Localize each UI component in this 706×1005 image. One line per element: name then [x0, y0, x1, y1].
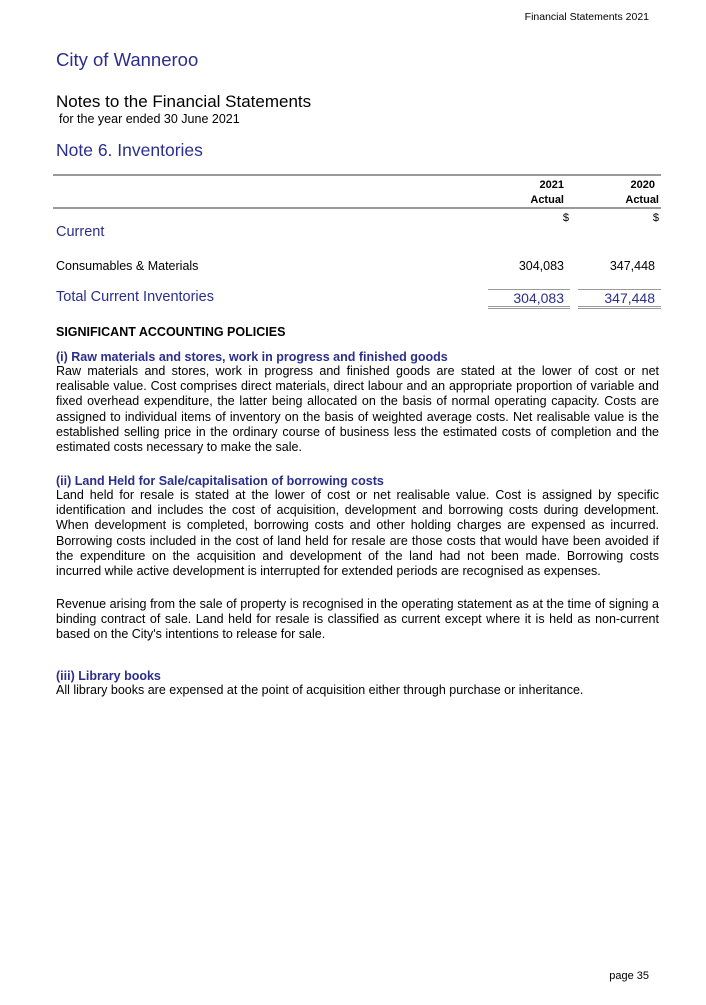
section-label-current: Current — [56, 224, 105, 240]
note-title: Note 6. Inventories — [56, 140, 203, 160]
organisation-name: City of Wanneroo — [56, 49, 199, 70]
paragraph-revenue-sale: Revenue arising from the sale of property is recognised in the operating statement as at the time of signing a binding contract of sale. Land held for resale is classified as current except where it is held as non-current based on the City's intentions to release for sale. — [56, 597, 659, 642]
column-year-2020: 2020 — [630, 179, 655, 191]
document-title: Financial Statements 2021 — [524, 11, 649, 23]
total-label: Total Current Inventories — [56, 289, 214, 305]
notes-title: Notes to the Financial Statements — [56, 92, 312, 111]
total-value-2021: 304,083 — [513, 290, 564, 306]
column-label-2020: Actual — [625, 194, 659, 206]
section-title-land-held: (ii) Land Held for Sale/capitalisation of borrowing costs — [56, 474, 384, 488]
total-value-2020: 347,448 — [604, 290, 655, 306]
column-unit-2021: $ — [562, 212, 569, 224]
column-label-2021: Actual — [530, 194, 564, 206]
total-double-rule-2021 — [488, 306, 570, 309]
policies-heading: SIGNIFICANT ACCOUNTING POLICIES — [56, 325, 286, 339]
table-top-rule — [53, 174, 661, 176]
row-value-2021: 304,083 — [518, 259, 564, 273]
paragraph-library-books: All library books are expensed at the point of acquisition either through purchase or inheritance. — [56, 683, 584, 697]
paragraph-land-held: Land held for resale is stated at the lower of cost or net realisable value. Cost is assigned by specific identification and includes the cost of acquisition, development and borrowing costs during development. When development is completed, borrowing costs and other holding charges are expensed as incurred. Borrowing costs included in the cost of land held for resale are those costs that would have been avoided if the expenditure on the acquisition and development of the land had not been made. Borrowing costs incurred while active development is interrupted for extended periods are recognised as expenses. — [56, 488, 659, 579]
row-label-consumables: Consumables & Materials — [56, 259, 199, 273]
page-number: page 35 — [609, 970, 649, 982]
table-header-rule — [53, 207, 661, 209]
paragraph-raw-materials: Raw materials and stores, work in progress and finished goods are stated at the lower of cost or net realisable value. Cost comprises direct materials, direct labour and an appropriate proportion of variable and fixed overhead expenditure, the latter being allocated on the basis of normal operating capacity. Costs are assigned to individual items of inventory on the basis of weighted average costs. Net realisable value is the established selling price in the ordinary course of business less the estimated costs of completion and the estimated costs necessary to make the sale. — [56, 364, 659, 455]
column-unit-2020: $ — [652, 212, 659, 224]
total-double-rule-2020 — [578, 306, 661, 309]
notes-subtitle: for the year ended 30 June 2021 — [59, 112, 240, 126]
column-year-2021: 2021 — [539, 179, 564, 191]
section-title-library-books: (iii) Library books — [56, 669, 161, 683]
row-value-2020: 347,448 — [609, 259, 655, 273]
section-title-raw-materials: (i) Raw materials and stores, work in progress and finished goods — [56, 350, 448, 364]
